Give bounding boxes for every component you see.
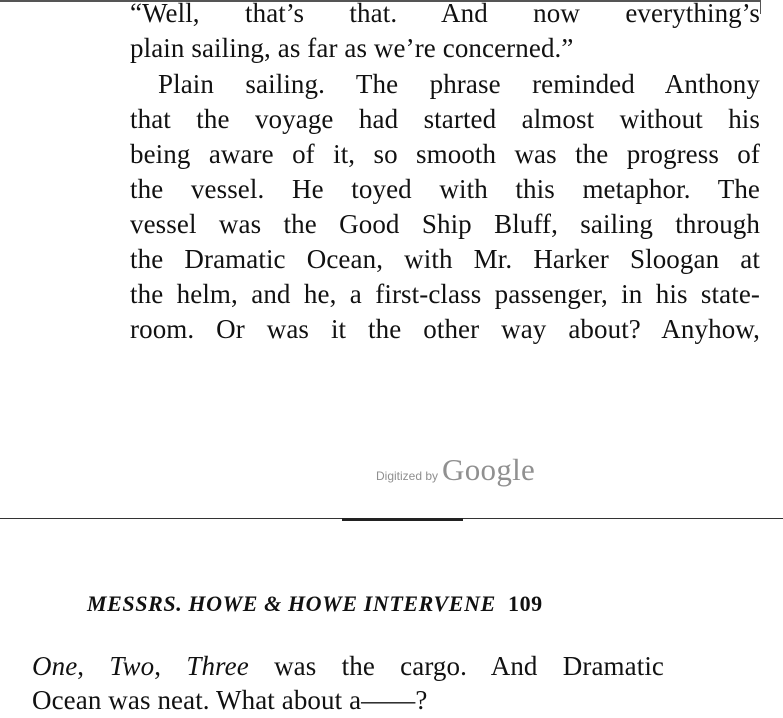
italic-word: Three	[186, 651, 249, 681]
running-head	[87, 588, 543, 620]
italic-word: Two	[109, 651, 155, 681]
page-number: 109	[507, 591, 543, 616]
separator: ,	[77, 651, 110, 681]
text-line: being aware of it, so smooth was the progress of	[130, 139, 760, 169]
italic-word: One	[32, 651, 78, 681]
text-line	[32, 648, 664, 684]
google-logo: Google	[442, 452, 536, 487]
digitized-by-google-watermark	[376, 452, 535, 492]
text-line: Plain sailing. The phrase reminded Anthony	[158, 69, 760, 99]
text-line: the helm, and he, a first-class passenger, in his state-	[130, 279, 760, 309]
page-divider-accent	[342, 518, 463, 521]
text-run: was the cargo. And Dramatic	[248, 651, 665, 681]
text-line: the Dramatic Ocean, with Mr. Harker Sloogan at	[130, 244, 760, 274]
text-line: Ocean was neat. What about a——?	[32, 685, 428, 715]
text-line: that the voyage had started almost without his	[130, 104, 760, 134]
text-line: “Well, that’s that. And now everything’s	[130, 0, 760, 28]
text-line: plain sailing, as far as we’re concerned.”	[130, 33, 574, 63]
page-top-tick	[760, 0, 761, 14]
text-line: room. Or was it the other way about? Anyhow,	[130, 314, 760, 344]
text-line: the vessel. He toyed with this metaphor. The	[130, 174, 760, 204]
running-head-title: MESSRS. HOWE & HOWE INTERVENE	[87, 591, 496, 616]
text-line: vessel was the Good Ship Bluff, sailing through	[130, 209, 760, 239]
watermark-prefix: Digitized by	[376, 469, 439, 483]
separator: ,	[154, 651, 187, 681]
